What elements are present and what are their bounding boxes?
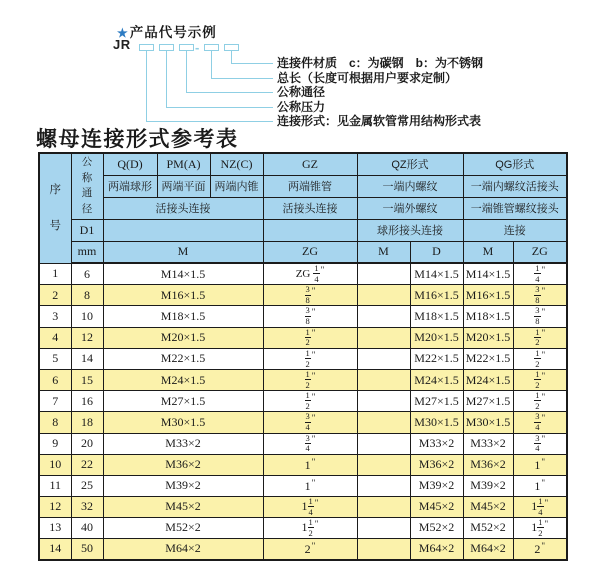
header-gz-conn: 活接头连接 [263, 197, 357, 219]
cell-zg: $\frac{1}{2}$ " [263, 391, 357, 412]
reference-table [38, 152, 568, 561]
cell-m: M45×2 [103, 496, 263, 517]
callout-line [186, 51, 187, 92]
cell-qz_m [357, 412, 410, 433]
cell-qg_m: M16×1.5 [463, 285, 513, 306]
callout-connection: 连接形式：见金属软管常用结构形式表 [277, 114, 482, 128]
cell-no: 9 [39, 433, 71, 454]
table-row [39, 391, 567, 412]
cell-m: M18×1.5 [103, 306, 263, 327]
cell-qz_d: M27×1.5 [410, 391, 463, 412]
cell-m: M27×1.5 [103, 391, 263, 412]
cell-qz_m [357, 454, 410, 475]
cell-qg_zg: $\frac{3}{8}$ " [513, 285, 567, 306]
table-row [39, 327, 567, 348]
cell-qz_d: M20×1.5 [410, 327, 463, 348]
cell-qg_zg: $\frac{1}{2}$ " [513, 391, 567, 412]
header-dn: 公 称 通 径 [71, 153, 103, 219]
callout-line [166, 107, 273, 108]
cell-qz_d: M39×2 [410, 475, 463, 496]
cell-qg_m: M52×2 [463, 517, 513, 538]
cell-qg_m: M30×1.5 [463, 412, 513, 433]
cell-qg_zg: $\frac{1}{2}$ " [513, 327, 567, 348]
cell-zg: 1 $\frac{1}{4}$ " [263, 496, 357, 517]
cell-m: M33×2 [103, 433, 263, 454]
cell-zg: $\frac{1}{2}$ " [263, 327, 357, 348]
header-d1: D1 [71, 219, 103, 241]
cell-qz_m [357, 348, 410, 369]
product-code: JR [113, 37, 131, 52]
cell-dn: 16 [71, 391, 103, 412]
cell-qz_d: M22×1.5 [410, 348, 463, 369]
header-unit-mm: mm [71, 241, 103, 263]
cell-no: 13 [39, 517, 71, 538]
diagram-title [117, 21, 217, 41]
cell-zg: $\frac{3}{8}$ " [263, 285, 357, 306]
cell-qg_m: M22×1.5 [463, 348, 513, 369]
cell-qz_m [357, 517, 410, 538]
table-row [39, 496, 567, 517]
cell-qz_d: M16×1.5 [410, 285, 463, 306]
cell-zg: $\frac{1}{2}$ " [263, 348, 357, 369]
header-unit-m: M [103, 241, 263, 263]
cell-no: 14 [39, 539, 71, 560]
cell-dn: 40 [71, 517, 103, 538]
cell-m: M16×1.5 [103, 285, 263, 306]
cell-zg: $\frac{3}{4}$ " [263, 412, 357, 433]
cell-no: 2 [39, 285, 71, 306]
cell-m: M20×1.5 [103, 327, 263, 348]
cell-m: M39×2 [103, 475, 263, 496]
header-qz-conn: 一端外螺纹 [357, 197, 463, 219]
cell-qz_m [357, 285, 410, 306]
cell-zg: $\frac{3}{8}$ " [263, 306, 357, 327]
callout-line [231, 63, 273, 64]
cell-dn: 14 [71, 348, 103, 369]
cell-qg_m: M14×1.5 [463, 263, 513, 285]
cell-qg_zg: $\frac{1}{2}$ " [513, 348, 567, 369]
cell-dn: 12 [71, 327, 103, 348]
cell-qz_m [357, 539, 410, 560]
cell-qg_zg: 1 $\frac{1}{4}$ " [513, 496, 567, 517]
callout-line [146, 51, 147, 121]
star-icon: ★ [117, 26, 128, 40]
cell-qz_m [357, 433, 410, 454]
cell-qz_m [357, 391, 410, 412]
header-qg-zg: ZG [513, 241, 567, 263]
cell-no: 12 [39, 496, 71, 517]
cell-qz_m [357, 475, 410, 496]
cell-qz_m [357, 306, 410, 327]
callout-line [211, 78, 273, 79]
cell-qz_d: M36×2 [410, 454, 463, 475]
cell-qg_m: M39×2 [463, 475, 513, 496]
cell-qg_zg: 2" [513, 539, 567, 560]
code-box-3 [179, 44, 194, 51]
diagram-title-text: 产品代号示例 [129, 25, 217, 40]
callout-line [211, 51, 212, 78]
code-box-5 [224, 44, 239, 51]
header-qg: QG形式 [463, 153, 567, 175]
cell-qg_m: M27×1.5 [463, 391, 513, 412]
cell-dn: 15 [71, 369, 103, 390]
cell-qz_d: M45×2 [410, 496, 463, 517]
table-row [39, 433, 567, 454]
header-qz-conn2: 球形接头连接 [357, 219, 463, 241]
table-row [39, 539, 567, 560]
table-row [39, 369, 567, 390]
cell-zg: $\frac{1}{2}$ " [263, 369, 357, 390]
table-row [39, 517, 567, 538]
cell-no: 10 [39, 454, 71, 475]
callout-pressure: 公称压力 [277, 100, 326, 114]
header-qg-desc: 一端内螺纹活接头 [463, 175, 567, 197]
header-left-conn: 活接头连接 [103, 197, 263, 219]
cell-no: 3 [39, 306, 71, 327]
header-qz-m: M [357, 241, 410, 263]
callout-line [231, 51, 232, 63]
cell-qz_d: M18×1.5 [410, 306, 463, 327]
cell-qz_d: M24×1.5 [410, 369, 463, 390]
cell-zg: 1" [263, 454, 357, 475]
cell-no: 5 [39, 348, 71, 369]
header-qz-desc: 一端内螺纹 [357, 175, 463, 197]
header-empty [103, 219, 263, 241]
table-row [39, 263, 567, 285]
header-pm-desc: 两端平面 [157, 175, 210, 197]
cell-zg: 1" [263, 475, 357, 496]
cell-m: M36×2 [103, 454, 263, 475]
cell-m: M14×1.5 [103, 263, 263, 285]
header-qg-m: M [463, 241, 513, 263]
code-box-1 [139, 44, 154, 51]
header-gz: GZ [263, 153, 357, 175]
table-row [39, 475, 567, 496]
cell-zg: ZG $\frac{1}{4}$ " [263, 263, 357, 285]
cell-qz_d: M30×1.5 [410, 412, 463, 433]
cell-qz_d: M52×2 [410, 517, 463, 538]
table-row [39, 348, 567, 369]
table-row [39, 412, 567, 433]
cell-zg: 2" [263, 539, 357, 560]
cell-qg_zg: $\frac{3}{8}$ " [513, 306, 567, 327]
cell-qz_d: M64×2 [410, 539, 463, 560]
header-q: Q(D) [103, 153, 157, 175]
cell-dn: 20 [71, 433, 103, 454]
table-body [39, 263, 567, 560]
cell-qg_zg: 1" [513, 475, 567, 496]
cell-dn: 50 [71, 539, 103, 560]
cell-no: 1 [39, 263, 71, 285]
header-qg-conn: 一端锥管螺纹接头 [463, 197, 567, 219]
cell-no: 8 [39, 412, 71, 433]
cell-m: M30×1.5 [103, 412, 263, 433]
cell-qg_m: M64×2 [463, 539, 513, 560]
cell-qg_m: M18×1.5 [463, 306, 513, 327]
cell-zg: 1 $\frac{1}{2}$ " [263, 517, 357, 538]
cell-dn: 25 [71, 475, 103, 496]
header-qg-conn2: 连接 [463, 219, 567, 241]
table-header [39, 153, 567, 263]
header-pm: PM(A) [157, 153, 210, 175]
header-gz-desc: 两端锥管 [263, 175, 357, 197]
cell-qz_m [357, 369, 410, 390]
callout-material: 连接件材质 c：为碳钢 b：为不锈钢 [277, 56, 484, 70]
callout-diameter: 公称通径 [277, 85, 326, 99]
cell-qg_m: M24×1.5 [463, 369, 513, 390]
cell-qg_zg: $\frac{3}{4}$ " [513, 433, 567, 454]
header-qz: QZ形式 [357, 153, 463, 175]
header-empty [263, 219, 357, 241]
cell-dn: 8 [71, 285, 103, 306]
cell-qz_d: M14×1.5 [410, 263, 463, 285]
cell-dn: 22 [71, 454, 103, 475]
table-row [39, 454, 567, 475]
cell-no: 4 [39, 327, 71, 348]
cell-dn: 32 [71, 496, 103, 517]
callout-line [146, 121, 273, 122]
code-dash: - [195, 40, 200, 55]
cell-m: M22×1.5 [103, 348, 263, 369]
cell-no: 6 [39, 369, 71, 390]
callout-line [186, 92, 273, 93]
header-unit-zg: ZG [263, 241, 357, 263]
cell-m: M64×2 [103, 539, 263, 560]
cell-qg_m: M45×2 [463, 496, 513, 517]
cell-qg_zg: $\frac{3}{4}$ " [513, 412, 567, 433]
cell-qg_zg: 1 $\frac{1}{2}$ " [513, 517, 567, 538]
cell-m: M24×1.5 [103, 369, 263, 390]
cell-qg_m: M36×2 [463, 454, 513, 475]
header-nz: NZ(C) [210, 153, 263, 175]
cell-qg_zg: $\frac{1}{4}$ " [513, 263, 567, 285]
cell-qz_m [357, 496, 410, 517]
callout-line [166, 51, 167, 107]
table-row [39, 285, 567, 306]
header-qz-d: D [410, 241, 463, 263]
callout-length: 总长（长度可根据用户要求定制） [277, 71, 458, 85]
cell-qg_zg: $\frac{1}{2}$ " [513, 369, 567, 390]
cell-m: M52×2 [103, 517, 263, 538]
cell-qg_m: M33×2 [463, 433, 513, 454]
cell-zg: $\frac{3}{4}$ " [263, 433, 357, 454]
cell-no: 7 [39, 391, 71, 412]
cell-qz_m [357, 263, 410, 285]
table-row [39, 306, 567, 327]
header-q-desc: 两端球形 [103, 175, 157, 197]
header-nz-desc: 两端内锥 [210, 175, 263, 197]
cell-qg_m: M20×1.5 [463, 327, 513, 348]
cell-dn: 18 [71, 412, 103, 433]
cell-qz_m [357, 327, 410, 348]
code-box-4 [204, 44, 219, 51]
cell-qg_zg: 1" [513, 454, 567, 475]
header-seq: 序 号 [39, 153, 71, 263]
cell-no: 11 [39, 475, 71, 496]
code-box-2 [159, 44, 174, 51]
cell-dn: 6 [71, 263, 103, 285]
table-title: 螺母连接形式参考表 [36, 127, 239, 151]
cell-dn: 10 [71, 306, 103, 327]
cell-qz_d: M33×2 [410, 433, 463, 454]
